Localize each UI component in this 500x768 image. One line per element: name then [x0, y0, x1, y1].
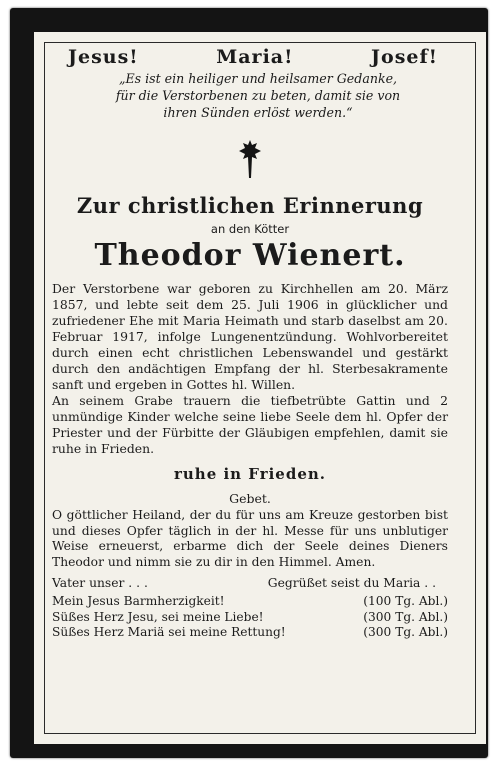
indulgence-row — [52, 594, 448, 610]
indulgence-note: (300 Tg. Abl.) — [363, 625, 448, 639]
indulgence-note: (100 Tg. Abl.) — [363, 594, 448, 608]
quote-line: für die Verstorbenen zu beten, damit sie von — [115, 88, 401, 103]
indulgence-row — [52, 625, 448, 641]
our-father: Vater unser . . . — [52, 576, 148, 590]
scripture-quote — [68, 70, 448, 121]
prayer-section — [52, 508, 448, 570]
occupation-label: an den Kötter — [210, 222, 290, 236]
prayer-text: O göttlicher Heiland, der du für uns am Kreuze gestorben bist und dieses Opfer täglich in der hl. Messe für uns unblutiger Weise erneuerst, erbarme dich der Seele deines Dieners Theodor und nimm sie zu dir in den Himmel. Amen. — [52, 508, 448, 569]
quote-line: ihren Sünden erlöst werden.“ — [163, 105, 353, 120]
cross-icon — [238, 139, 262, 179]
invocation-row — [52, 46, 448, 68]
bio-paragraph: An seinem Grabe trauern die tiefbetrübte Gattin und 2 unmündige Kinder welche seine liebe Seele dem hl. Opfer der Priester und der Fürbitte der Gläubigen empfehlen, damit sie ruhe in Frieden. — [52, 393, 448, 456]
indulgence-note: (300 Tg. Abl.) — [363, 609, 448, 624]
rip-text: ruhe in Frieden. — [174, 465, 326, 483]
invocation-jesus: Jesus! — [68, 46, 139, 68]
hail-mary: Gegrüßet seist du Maria . . — [267, 576, 436, 590]
bio-paragraph: Der Verstorbene war geboren zu Kirchhellen am 20. März 1857, und lebte seit dem 25. Juli 1906 in glücklicher und zufriedener Ehe mit Maria Heimath und starb daselbst am 20. Februar 1917, infolge Lungenentzündung. Wohlvorbereitet durch einen echt christlichen Lebenswandel und gestärkt durch den andächtigen Empfang der hl. Sterbesakramente sanft und ergeben in Gottes hl. Willen. — [52, 281, 448, 392]
prayers-line — [52, 576, 448, 590]
indulgence-text: Mein Jesus Barmherzigkeit! — [52, 594, 225, 608]
indulgence-row — [52, 610, 448, 626]
biography — [52, 281, 448, 457]
indulgence-text: Süßes Herz Jesu, sei meine Liebe! — [52, 609, 264, 624]
invocation-josef: Josef! — [371, 46, 438, 68]
prayer-title: Gebet. — [229, 491, 271, 506]
invocation-maria: Maria! — [216, 46, 294, 68]
card-content — [52, 40, 448, 720]
deceased-name: Theodor Wienert. — [94, 238, 406, 273]
memorial-heading: Zur christlichen Erinnerung — [76, 193, 424, 218]
indulgence-text: Süßes Herz Mariä sei meine Rettung! — [52, 625, 286, 639]
indulgence-list — [52, 594, 448, 641]
quote-line: „Es ist ein heiliger und heilsamer Gedanke, — [118, 71, 398, 86]
